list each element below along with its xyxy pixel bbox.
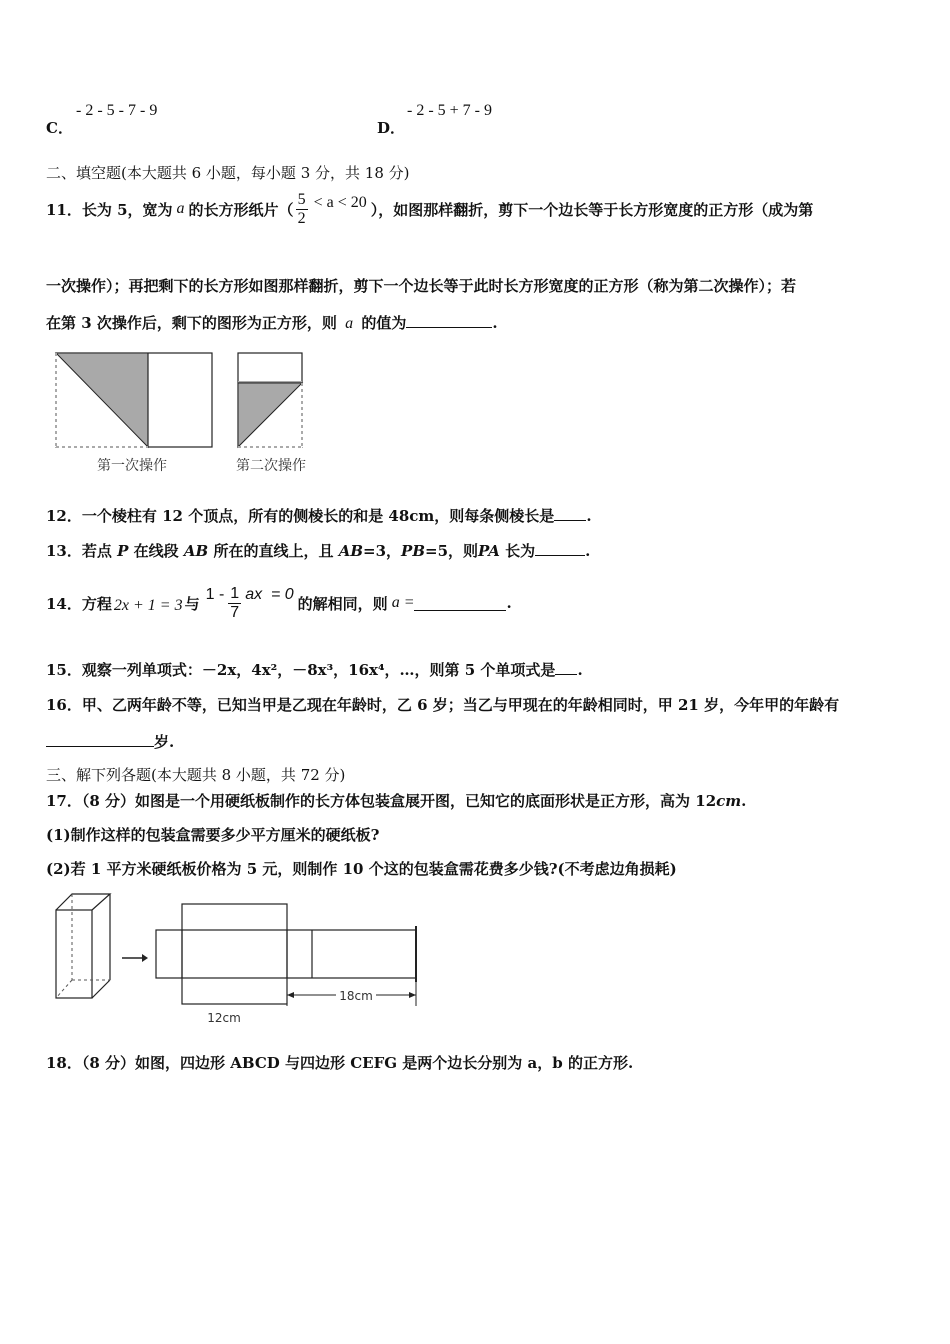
- q11-line3-end: .: [492, 314, 498, 332]
- q11-text-1: 长为 5，宽为: [81, 200, 173, 219]
- fig1-folded-triangle: [56, 353, 148, 447]
- cuboid-bottom-right-edge: [92, 980, 110, 998]
- question-11-line-2: 一次操作）；再把剩下的长方形如图那样翻折，剪下一个边长等于此时长方形宽度的正方形（称为第二次操作）；若: [46, 277, 797, 295]
- q13-pb-value: =5，则: [425, 542, 479, 560]
- q11-number: 11．: [46, 200, 82, 219]
- q15-text: 观察一列单项式：－2x，4x²，－8x³，16x⁴，…，则第 5 个单项式是: [81, 661, 556, 679]
- option-c-label: C．: [46, 119, 73, 137]
- q15-end: .: [577, 661, 583, 679]
- q14-text-3: 的解相同，则: [297, 594, 388, 613]
- fig1-caption: 第一次操作: [97, 458, 167, 474]
- question-12: [46, 505, 592, 526]
- q14-fraction: [228, 585, 241, 622]
- q13-end: .: [585, 542, 591, 560]
- q17-box-net-figure: [50, 888, 430, 1028]
- q12-number: 12．: [46, 507, 82, 525]
- q18-text: （8 分）如图，四边形 ABCD 与四边形 CEFG 是两个边长分别为 a，b 的正方形.: [81, 1054, 634, 1072]
- q13-answer-blank: [535, 541, 585, 556]
- fig2-folded-triangle: [238, 383, 302, 447]
- q12-end: .: [586, 507, 592, 525]
- q14-fraction-numerator: 1: [230, 584, 240, 602]
- q14-answer-blank: [414, 596, 506, 611]
- q11-fraction: [296, 191, 308, 228]
- q17-text: （8 分）如图是一个用硬纸板制作的长方体包装盒展开图，已知它的底面形状是正方形，高为 12: [81, 792, 717, 810]
- q13-point-p: P: [117, 542, 129, 560]
- q14-text-1: 方程: [81, 594, 112, 613]
- q11-line3-text-a: 在第 3 次操作后，剩下的图形为正方形，则: [46, 314, 337, 332]
- question-16-line-2: [46, 731, 174, 752]
- q14-fraction-denominator: 7: [230, 603, 240, 621]
- dim-arrow-left: [287, 992, 294, 998]
- q11-inequality: < a < 20: [313, 194, 367, 211]
- question-17: [46, 790, 746, 811]
- q11-line3-text-b: 的值为: [361, 314, 407, 332]
- q13-ab-value: =3，: [363, 542, 402, 560]
- q14-equation-2-right: ax = 0: [245, 586, 294, 603]
- q11-line3-var-a: a: [345, 315, 354, 332]
- question-14: [46, 580, 512, 626]
- question-15: [46, 659, 583, 680]
- q11-fraction-denominator: 2: [297, 209, 306, 227]
- q11-text-3: ），如图那样翻折，剪下一个边长等于长方形宽度的正方形（成为第: [370, 200, 814, 219]
- q17-subquestion-2: (2)若 1 平方米硬纸板价格为 5 元，则制作 10 个这的包装盒需花费多少钱?(不考虑边角损耗): [46, 860, 677, 878]
- q13-segment-ab: AB: [183, 542, 209, 560]
- q13-ab-value-label: AB: [338, 542, 364, 560]
- option-d-label: D．: [377, 119, 406, 137]
- q15-number: 15．: [46, 661, 82, 679]
- net-main-face: [182, 904, 287, 1004]
- q17-end: .: [741, 792, 747, 810]
- option-d-expression: - 2 - 5 + 7 - 9: [407, 102, 493, 119]
- q13-pb-label: PB: [401, 542, 426, 560]
- q18-number: 18．: [46, 1054, 82, 1072]
- cuboid-front-face: [56, 910, 92, 998]
- q12-text: 一个棱柱有 12 个顶点，所有的侧棱长的和是 48cm，则每条侧棱长是: [81, 507, 555, 525]
- question-11-line-1: [46, 186, 813, 232]
- cuboid-hidden-diagonal: [56, 980, 72, 998]
- q15-answer-blank: [555, 660, 577, 675]
- q11-var-a: a: [176, 200, 185, 217]
- q14-text-2: 与: [184, 594, 200, 613]
- q13-text-1: 若点: [81, 542, 112, 560]
- section-3-heading: 三、解下列各题(本大题共 8 小题，共 72 分): [46, 766, 346, 784]
- q16-number: 16．: [46, 696, 82, 714]
- q16-end: 岁.: [154, 733, 175, 751]
- q13-text-4: 长为: [505, 542, 536, 560]
- q13-number: 13．: [46, 542, 82, 560]
- q11-fraction-numerator: 5: [297, 190, 306, 208]
- net-side-strip: [156, 930, 416, 978]
- question-11-line-3: [46, 312, 498, 333]
- q14-equation-1: 2x + 1 = 3: [113, 597, 183, 614]
- question-13: [46, 540, 590, 561]
- section-2-heading: 二、填空题(本大题共 6 小题，每小题 3 分，共 18 分): [46, 164, 410, 182]
- dim-18cm-label: 18cm: [339, 989, 373, 1003]
- q17-subquestion-1: (1)制作这样的包装盒需要多少平方厘米的硬纸板?: [46, 826, 380, 844]
- dim-12cm-label: 12cm: [207, 1011, 241, 1025]
- question-16-line-1: [46, 694, 839, 715]
- q14-end: .: [506, 594, 512, 612]
- question-18: [46, 1052, 633, 1073]
- q11-text-2: 的长方形纸片（: [188, 200, 294, 219]
- q17-number: 17．: [46, 792, 82, 810]
- q14-var-a: a =: [391, 594, 415, 611]
- q11-answer-blank: [406, 313, 492, 328]
- q16-text: 甲、乙两年龄不等，已知当甲是乙现在年龄时，乙 6 岁；当乙与甲现在的年龄相同时，甲 21 岁，今年甲的年龄有: [81, 696, 840, 714]
- q13-text-3: 所在的直线上，且: [213, 542, 334, 560]
- q12-answer-blank: [554, 506, 586, 521]
- q11-folding-figure: [50, 345, 330, 480]
- arrow-head: [142, 954, 148, 962]
- q17-unit: cm: [716, 792, 742, 810]
- q16-answer-blank: [46, 732, 154, 747]
- fig2-caption: 第二次操作: [236, 458, 306, 474]
- q14-equation-2-left: 1 -: [205, 586, 225, 603]
- q13-text-2: 在线段: [133, 542, 179, 560]
- option-c-expression: - 2 - 5 - 7 - 9: [76, 102, 158, 119]
- cuboid-top-face: [56, 894, 110, 910]
- q13-pa-label: PA: [478, 542, 500, 560]
- q14-number: 14．: [46, 594, 82, 613]
- dim-arrow-right: [409, 992, 416, 998]
